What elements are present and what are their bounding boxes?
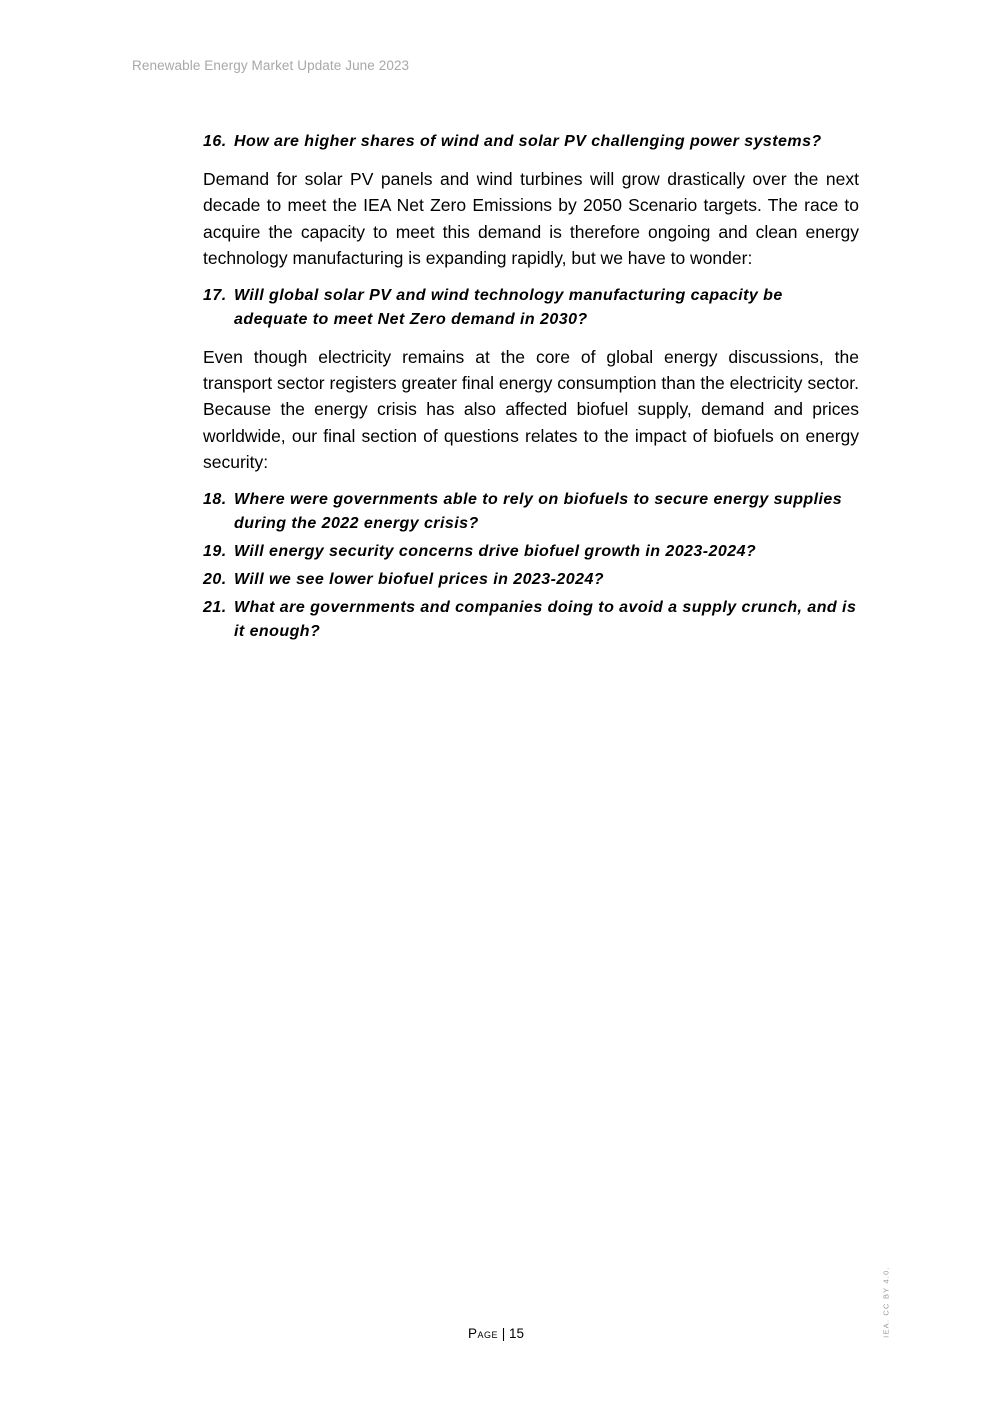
page-body: [203, 130, 859, 644]
question-19: [203, 540, 859, 564]
page-footer: [0, 1326, 992, 1341]
question-text: Where were governments able to rely on biofuels to secure energy supplies during the 2022 energy crisis?: [234, 490, 843, 532]
question-number: 20.: [203, 570, 227, 588]
question-text: Will energy security concerns drive biofuel growth in 2023-2024?: [234, 542, 757, 560]
paragraph-solar-wind-demand: Demand for solar PV panels and wind turbines will grow drastically over the next decade to meet the IEA Net Zero Emissions by 2050 Scenario targets. The race to acquire the capacity to meet this demand is therefore ongoing and clean energy technology manufacturing is expanding rapidly, but we have to wonder:: [203, 169, 859, 269]
question-number: 17.: [203, 286, 227, 304]
question-16: [203, 130, 859, 154]
page-number: 15: [509, 1326, 525, 1341]
question-number: 19.: [203, 542, 227, 560]
question-number: 16.: [203, 133, 227, 150]
page-label: Page: [467, 1326, 498, 1341]
question-number: 18.: [203, 490, 227, 508]
license-notice: IEA. CC BY 4.0.: [881, 1266, 891, 1338]
question-17: [203, 284, 859, 332]
question-21: [203, 596, 859, 644]
question-text: Will we see lower biofuel prices in 2023-2024?: [234, 570, 605, 588]
question-number: 21.: [203, 598, 227, 616]
question-text: What are governments and companies doing to avoid a supply crunch, and is it enough?: [234, 598, 857, 640]
running-header: Renewable Energy Market Update June 2023: [132, 58, 410, 73]
paragraph-transport-biofuels: Even though electricity remains at the core of global energy discussions, the transport sector registers greater final energy consumption than the electricity sector. Because the energy crisis has also affected biofuel supply, demand and prices worldwide, our final section of questions relates to the impact of biofuels on energy security:: [203, 346, 859, 473]
page-separator: |: [501, 1326, 506, 1341]
question-18: [203, 488, 859, 536]
question-text: How are higher shares of wind and solar PV challenging power systems?: [234, 133, 822, 150]
question-text: Will global solar PV and wind technology manufacturing capacity be adequate to meet Net Zero demand in 2030?: [234, 286, 783, 328]
question-20: [203, 568, 859, 592]
